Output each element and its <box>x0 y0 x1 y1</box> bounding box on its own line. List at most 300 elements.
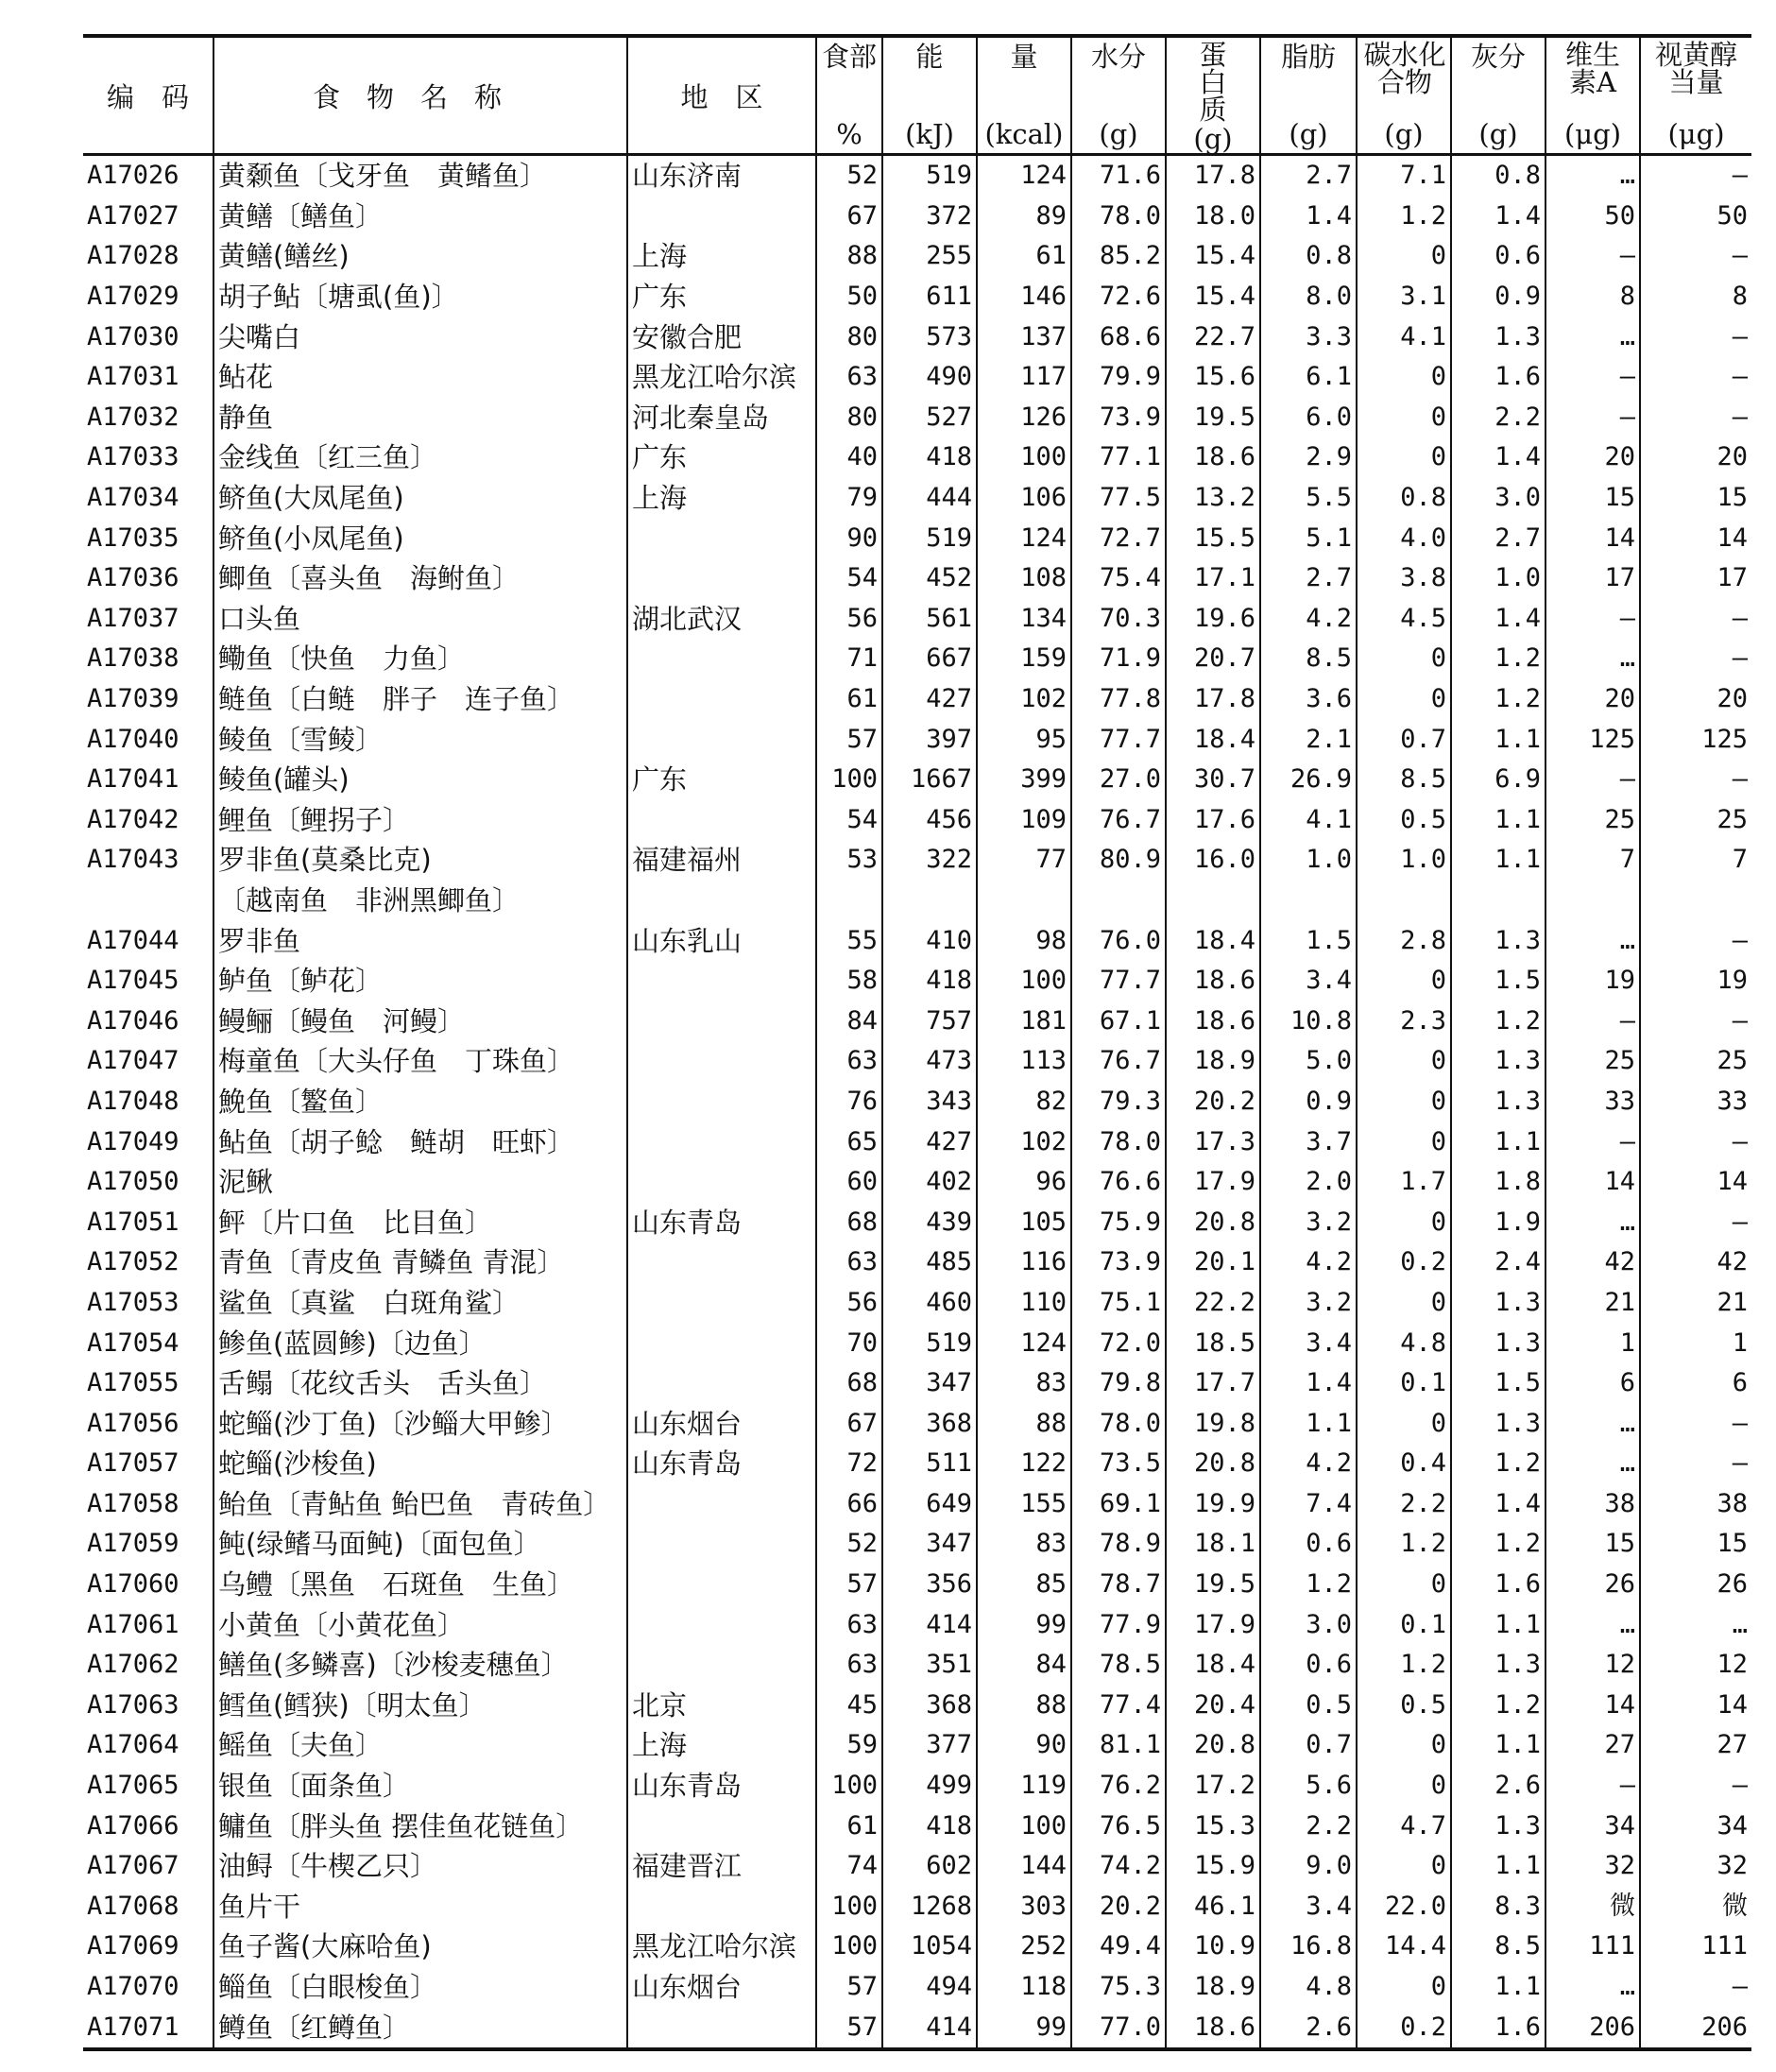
cell-fat: 2.1 <box>1260 719 1357 760</box>
cell-water: 67.1 <box>1071 1001 1166 1041</box>
cell-kcal: 98 <box>977 920 1071 961</box>
cell-carb: 0 <box>1357 1565 1451 1605</box>
cell-carb: 0 <box>1357 961 1451 1002</box>
cell-name: 舌鳎〔花纹舌头 舌头鱼〕 <box>213 1363 627 1404</box>
table-row <box>83 1202 1751 1242</box>
cell-carb: 0.1 <box>1357 1363 1451 1404</box>
cell-fat: 1.0 <box>1260 840 1357 881</box>
cell-kcal: 90 <box>977 1725 1071 1766</box>
cell-region <box>627 558 816 599</box>
cell-fat: 2.6 <box>1260 2007 1357 2049</box>
cell-ash: 1.1 <box>1451 1604 1545 1645</box>
cell-code: A17064 <box>87 1730 179 1760</box>
table-row <box>83 277 1751 317</box>
cell-fat: 6.0 <box>1260 398 1357 438</box>
cell-code: A17069 <box>87 1931 179 1961</box>
cell-kcal: 124 <box>977 518 1071 558</box>
cell-kcal: 303 <box>977 1887 1071 1927</box>
cell-name: 鳐鱼〔夫鱼〕 <box>213 1725 627 1766</box>
cell-water: 77.7 <box>1071 961 1166 1002</box>
cell-kj: 397 <box>882 719 977 760</box>
cell-protein: 18.5 <box>1166 1323 1260 1363</box>
cell-code: A17058 <box>87 1488 179 1518</box>
cell-name: 罗非鱼(莫桑比克) <box>213 840 627 881</box>
table-row <box>83 197 1751 237</box>
cell-kj: 511 <box>882 1444 977 1484</box>
cell-region <box>627 1162 816 1203</box>
cell-retinol: 15 <box>1640 1524 1751 1565</box>
cell-protein: 20.4 <box>1166 1686 1260 1726</box>
table-row <box>83 840 1751 881</box>
cell-name: 鲇鱼〔胡子鲶 鲢胡 旺虾〕 <box>213 1122 627 1162</box>
cell-edible: 63 <box>816 357 882 398</box>
table-row <box>83 1323 1751 1363</box>
cell-kcal: 124 <box>977 1323 1071 1363</box>
cell-protein: 19.5 <box>1166 1565 1260 1605</box>
cell-ash: 1.2 <box>1451 1001 1545 1041</box>
cell-fat: 2.9 <box>1260 437 1357 478</box>
cell-kj: 473 <box>882 1041 977 1082</box>
cell-carb <box>1357 881 1451 921</box>
header-edible: 食部 % <box>816 36 882 155</box>
cell-code: A17071 <box>87 2012 179 2042</box>
cell-vita: — <box>1545 760 1640 800</box>
cell-fat: 5.6 <box>1260 1766 1357 1807</box>
cell-region: 上海 <box>627 478 816 519</box>
cell-fat: 9.0 <box>1260 1846 1357 1887</box>
cell-kcal: 134 <box>977 599 1071 640</box>
cell-kcal: 100 <box>977 437 1071 478</box>
cell-ash: 1.3 <box>1451 1645 1545 1686</box>
cell-fat: 1.5 <box>1260 920 1357 961</box>
cell-region <box>627 1242 816 1283</box>
cell-kcal: 159 <box>977 639 1071 679</box>
cell-vita: — <box>1545 1001 1640 1041</box>
cell-kj: 347 <box>882 1363 977 1404</box>
cell-kcal: 61 <box>977 236 1071 277</box>
cell-name: 尖嘴白 <box>213 317 627 357</box>
cell-kcal: 95 <box>977 719 1071 760</box>
cell-ash: 0.9 <box>1451 277 1545 317</box>
cell-name: 青鱼〔青皮鱼 青鳞鱼 青混〕 <box>213 1242 627 1283</box>
cell-water: 85.2 <box>1071 236 1166 277</box>
cell-region: 山东济南 <box>627 155 816 197</box>
cell-name: 黄颡鱼〔戈牙鱼 黄鳍鱼〕 <box>213 155 627 197</box>
cell-code: A17036 <box>87 563 179 593</box>
cell-kcal: 102 <box>977 1122 1071 1162</box>
cell-kcal: 137 <box>977 317 1071 357</box>
table-row <box>83 679 1751 720</box>
cell-name: 鲢鱼〔白鲢 胖子 连子鱼〕 <box>213 679 627 720</box>
cell-name: 银鱼〔面条鱼〕 <box>213 1766 627 1807</box>
cell-region: 福建晋江 <box>627 1846 816 1887</box>
cell-carb: 0.5 <box>1357 800 1451 841</box>
cell-region: 黑龙江哈尔滨 <box>627 357 816 398</box>
cell-protein: 17.6 <box>1166 800 1260 841</box>
table-row <box>83 518 1751 558</box>
cell-code: A17043 <box>87 845 179 875</box>
cell-vita: 206 <box>1545 2007 1640 2049</box>
cell-kj: 602 <box>882 1846 977 1887</box>
table-row <box>83 1645 1751 1686</box>
table-row <box>83 599 1751 640</box>
cell-kcal: 96 <box>977 1162 1071 1203</box>
cell-water: 71.9 <box>1071 639 1166 679</box>
cell-edible: 68 <box>816 1202 882 1242</box>
cell-name: 乌鳢〔黑鱼 石斑鱼 生鱼〕 <box>213 1565 627 1605</box>
cell-kcal: 116 <box>977 1242 1071 1283</box>
cell-edible: 63 <box>816 1242 882 1283</box>
cell-region <box>627 1524 816 1565</box>
cell-water: 77.9 <box>1071 1604 1166 1645</box>
cell-kcal: 126 <box>977 398 1071 438</box>
cell-vita: 21 <box>1545 1283 1640 1324</box>
cell-name: 黄鳝(鳝丝) <box>213 236 627 277</box>
cell-edible: 50 <box>816 277 882 317</box>
cell-kj: 347 <box>882 1524 977 1565</box>
cell-edible: 63 <box>816 1645 882 1686</box>
cell-ash: 1.6 <box>1451 357 1545 398</box>
cell-kj: 561 <box>882 599 977 640</box>
cell-code: A17034 <box>87 483 179 513</box>
cell-water: 78.0 <box>1071 1122 1166 1162</box>
cell-kj: 351 <box>882 1645 977 1686</box>
cell-vita: 38 <box>1545 1484 1640 1525</box>
cell-kcal: 124 <box>977 155 1071 197</box>
cell-region: 山东乳山 <box>627 920 816 961</box>
cell-fat: 1.4 <box>1260 1363 1357 1404</box>
cell-protein: 20.8 <box>1166 1202 1260 1242</box>
header-name: 食物名称 <box>213 36 627 155</box>
cell-vita: 8 <box>1545 277 1640 317</box>
cell-vita: 6 <box>1545 1363 1640 1404</box>
header-fat: 脂肪 (g) <box>1260 36 1357 155</box>
cell-retinol: — <box>1640 1122 1751 1162</box>
cell-edible: 66 <box>816 1484 882 1525</box>
cell-water: 77.8 <box>1071 679 1166 720</box>
cell-region: 安徽合肥 <box>627 317 816 357</box>
cell-name: 鲇花 <box>213 357 627 398</box>
cell-retinol: 19 <box>1640 961 1751 1002</box>
cell-vita: 111 <box>1545 1926 1640 1967</box>
cell-vita: … <box>1545 1202 1640 1242</box>
cell-edible: 100 <box>816 760 882 800</box>
table-row <box>83 881 1751 921</box>
cell-water: 78.0 <box>1071 197 1166 237</box>
cell-protein: 18.6 <box>1166 1001 1260 1041</box>
cell-ash: 1.1 <box>1451 719 1545 760</box>
cell-protein: 19.9 <box>1166 1484 1260 1525</box>
cell-kj: 757 <box>882 1001 977 1041</box>
cell-water: 76.7 <box>1071 800 1166 841</box>
table-row <box>83 1967 1751 2008</box>
cell-vita: 26 <box>1545 1565 1640 1605</box>
cell-region <box>627 1645 816 1686</box>
cell-carb: 3.8 <box>1357 558 1451 599</box>
table-row <box>83 760 1751 800</box>
cell-fat: 4.2 <box>1260 599 1357 640</box>
cell-fat: 1.2 <box>1260 1565 1357 1605</box>
cell-retinol: — <box>1640 398 1751 438</box>
cell-ash: 1.5 <box>1451 1363 1545 1404</box>
cell-kj: 414 <box>882 2007 977 2049</box>
header-retinol-equivalent: 视黄醇当量 (μg) <box>1640 36 1751 155</box>
cell-region: 山东青岛 <box>627 1766 816 1807</box>
cell-ash: 1.8 <box>1451 1162 1545 1203</box>
cell-name: 口头鱼 <box>213 599 627 640</box>
cell-protein: 20.8 <box>1166 1444 1260 1484</box>
cell-region <box>627 2007 816 2049</box>
cell-edible: 60 <box>816 1162 882 1203</box>
cell-name: 鮸鱼〔鳘鱼〕 <box>213 1082 627 1122</box>
table-row <box>83 1686 1751 1726</box>
cell-water: 78.7 <box>1071 1565 1166 1605</box>
cell-name: 罗非鱼 <box>213 920 627 961</box>
cell-retinol: 42 <box>1640 1242 1751 1283</box>
cell-vita: — <box>1545 1122 1640 1162</box>
cell-protein: 18.1 <box>1166 1524 1260 1565</box>
cell-kj: 444 <box>882 478 977 519</box>
cell-code: A17033 <box>87 442 179 472</box>
cell-edible: 68 <box>816 1363 882 1404</box>
cell-carb: 0 <box>1357 1766 1451 1807</box>
cell-carb: 1.7 <box>1357 1162 1451 1203</box>
cell-edible: 55 <box>816 920 882 961</box>
cell-water: 78.9 <box>1071 1524 1166 1565</box>
cell-retinol: — <box>1640 236 1751 277</box>
cell-retinol: 8 <box>1640 277 1751 317</box>
cell-kcal: 99 <box>977 1604 1071 1645</box>
cell-region <box>627 639 816 679</box>
cell-protein: 13.2 <box>1166 478 1260 519</box>
cell-edible: 63 <box>816 1041 882 1082</box>
cell-name: 鲻鱼〔白眼梭鱼〕 <box>213 1967 627 2008</box>
cell-name: 小黄鱼〔小黄花鱼〕 <box>213 1604 627 1645</box>
table-row <box>83 1444 1751 1484</box>
cell-region: 山东烟台 <box>627 1967 816 2008</box>
cell-region <box>627 518 816 558</box>
cell-edible: 52 <box>816 155 882 197</box>
cell-name: 鲹鱼(蓝圆鲹)〔边鱼〕 <box>213 1323 627 1363</box>
cell-kj: 410 <box>882 920 977 961</box>
cell-protein: 17.2 <box>1166 1766 1260 1807</box>
cell-kcal: 83 <box>977 1363 1071 1404</box>
cell-protein: 18.4 <box>1166 719 1260 760</box>
cell-region: 广东 <box>627 437 816 478</box>
cell-retinol: — <box>1640 357 1751 398</box>
cell-carb: 0.1 <box>1357 1604 1451 1645</box>
cell-carb: 1.0 <box>1357 840 1451 881</box>
cell-kcal: 119 <box>977 1766 1071 1807</box>
cell-fat: 5.1 <box>1260 518 1357 558</box>
table-row <box>83 800 1751 841</box>
cell-vita: … <box>1545 1604 1640 1645</box>
cell-edible: 61 <box>816 679 882 720</box>
cell-name: 蛇鲻(沙丁鱼)〔沙鲻大甲鲹〕 <box>213 1403 627 1444</box>
cell-edible: 72 <box>816 1444 882 1484</box>
cell-protein: 15.5 <box>1166 518 1260 558</box>
cell-kcal: 155 <box>977 1484 1071 1525</box>
cell-kj: 439 <box>882 1202 977 1242</box>
cell-ash: 1.2 <box>1451 1524 1545 1565</box>
cell-fat: 0.9 <box>1260 1082 1357 1122</box>
cell-vita: — <box>1545 357 1640 398</box>
cell-protein: 18.6 <box>1166 437 1260 478</box>
cell-retinol: 33 <box>1640 1082 1751 1122</box>
cell-kcal: 399 <box>977 760 1071 800</box>
cell-protein: 18.6 <box>1166 961 1260 1002</box>
cell-region <box>627 679 816 720</box>
cell-edible: 59 <box>816 1725 882 1766</box>
cell-edible: 57 <box>816 2007 882 2049</box>
cell-edible: 65 <box>816 1122 882 1162</box>
table-row <box>83 1363 1751 1404</box>
cell-carb: 8.5 <box>1357 760 1451 800</box>
cell-vita: … <box>1545 1444 1640 1484</box>
cell-water: 76.0 <box>1071 920 1166 961</box>
cell-edible: 56 <box>816 599 882 640</box>
cell-ash: 1.4 <box>1451 599 1545 640</box>
cell-carb: 2.3 <box>1357 1001 1451 1041</box>
cell-ash: 1.3 <box>1451 317 1545 357</box>
cell-ash: 1.3 <box>1451 1283 1545 1324</box>
cell-kcal: 181 <box>977 1001 1071 1041</box>
header-carb: 碳水化合物 (g) <box>1357 36 1451 155</box>
cell-kcal: 106 <box>977 478 1071 519</box>
cell-water: 78.0 <box>1071 1403 1166 1444</box>
cell-protein: 15.3 <box>1166 1806 1260 1846</box>
cell-region <box>627 719 816 760</box>
cell-carb: 0 <box>1357 1122 1451 1162</box>
cell-edible: 100 <box>816 1926 882 1967</box>
cell-edible: 61 <box>816 1806 882 1846</box>
cell-region <box>627 1806 816 1846</box>
cell-name: 静鱼 <box>213 398 627 438</box>
cell-ash: 1.4 <box>1451 197 1545 237</box>
cell-kcal: 85 <box>977 1565 1071 1605</box>
cell-edible: 57 <box>816 1967 882 2008</box>
table-row <box>83 1122 1751 1162</box>
cell-kcal: 252 <box>977 1926 1071 1967</box>
cell-code: A17030 <box>87 321 179 351</box>
header-region: 地 区 <box>627 36 816 155</box>
table-row <box>83 1524 1751 1565</box>
header-protein: 蛋白质 (g) <box>1166 36 1260 155</box>
cell-ash: 1.1 <box>1451 1846 1545 1887</box>
cell-region: 上海 <box>627 236 816 277</box>
cell-vita <box>1545 881 1640 921</box>
cell-carb: 7.1 <box>1357 155 1451 197</box>
cell-fat: 2.7 <box>1260 155 1357 197</box>
cell-name: 鲮鱼〔雪鲮〕 <box>213 719 627 760</box>
cell-carb: 14.4 <box>1357 1926 1451 1967</box>
cell-code: A17039 <box>87 684 179 714</box>
cell-retinol: — <box>1640 1001 1751 1041</box>
cell-ash: 1.3 <box>1451 1806 1545 1846</box>
cell-kj: 611 <box>882 277 977 317</box>
cell-edible: 53 <box>816 840 882 881</box>
cell-ash: 2.2 <box>1451 398 1545 438</box>
cell-vita: 15 <box>1545 478 1640 519</box>
cell-protein: 15.9 <box>1166 1846 1260 1887</box>
cell-edible: 79 <box>816 478 882 519</box>
cell-water: 77.7 <box>1071 719 1166 760</box>
table-row <box>83 1926 1751 1967</box>
header-energy-kj: 能 (kJ) <box>882 36 977 155</box>
cell-name: 鲚鱼(小凤尾鱼) <box>213 518 627 558</box>
table-row <box>83 437 1751 478</box>
cell-water: 27.0 <box>1071 760 1166 800</box>
cell-name: 鲫鱼〔喜头鱼 海鲋鱼〕 <box>213 558 627 599</box>
table-row <box>83 357 1751 398</box>
cell-kcal: 118 <box>977 1967 1071 2008</box>
table-row <box>83 317 1751 357</box>
cell-name: 鲚鱼(大凤尾鱼) <box>213 478 627 519</box>
cell-fat: 1.1 <box>1260 1403 1357 1444</box>
cell-water: 69.1 <box>1071 1484 1166 1525</box>
cell-region: 山东烟台 <box>627 1403 816 1444</box>
cell-protein: 19.5 <box>1166 398 1260 438</box>
cell-name: 金线鱼〔红三鱼〕 <box>213 437 627 478</box>
cell-ash: 6.9 <box>1451 760 1545 800</box>
cell-kcal <box>977 881 1071 921</box>
cell-name: 泥鳅 <box>213 1162 627 1203</box>
cell-retinol: 38 <box>1640 1484 1751 1525</box>
cell-edible: 63 <box>816 1604 882 1645</box>
cell-vita: — <box>1545 236 1640 277</box>
cell-ash: 1.1 <box>1451 840 1545 881</box>
cell-ash: 1.9 <box>1451 1202 1545 1242</box>
cell-vita: 20 <box>1545 679 1640 720</box>
cell-kcal: 84 <box>977 1645 1071 1686</box>
cell-retinol: 206 <box>1640 2007 1751 2049</box>
cell-name: 鲐鱼〔青鲇鱼 鲐巴鱼 青砖鱼〕 <box>213 1484 627 1525</box>
cell-water: 20.2 <box>1071 1887 1166 1927</box>
cell-carb: 0 <box>1357 1082 1451 1122</box>
cell-region: 广东 <box>627 760 816 800</box>
cell-ash: 8.5 <box>1451 1926 1545 1967</box>
cell-carb: 0.8 <box>1357 478 1451 519</box>
cell-code: A17047 <box>87 1046 179 1076</box>
cell-kj: 460 <box>882 1283 977 1324</box>
table-row <box>83 1082 1751 1122</box>
cell-protein: 16.0 <box>1166 840 1260 881</box>
table-row <box>83 1283 1751 1324</box>
cell-water: 76.7 <box>1071 1041 1166 1082</box>
cell-ash: 1.2 <box>1451 679 1545 720</box>
cell-protein: 15.6 <box>1166 357 1260 398</box>
cell-fat: 3.2 <box>1260 1283 1357 1324</box>
cell-region: 河北秦皇岛 <box>627 398 816 438</box>
cell-retinol: 14 <box>1640 518 1751 558</box>
cell-code: A17035 <box>87 522 179 553</box>
cell-fat: 8.5 <box>1260 639 1357 679</box>
table-row <box>83 639 1751 679</box>
cell-kj: 418 <box>882 437 977 478</box>
cell-protein: 17.9 <box>1166 1162 1260 1203</box>
cell-kj: 368 <box>882 1686 977 1726</box>
cell-kj: 402 <box>882 1162 977 1203</box>
cell-kj <box>882 881 977 921</box>
cell-protein: 17.8 <box>1166 679 1260 720</box>
table-row <box>83 2007 1751 2049</box>
cell-retinol: 17 <box>1640 558 1751 599</box>
cell-ash: 1.4 <box>1451 1484 1545 1525</box>
cell-retinol: 25 <box>1640 800 1751 841</box>
cell-water: 75.4 <box>1071 558 1166 599</box>
cell-protein: 18.9 <box>1166 1041 1260 1082</box>
cell-vita: 32 <box>1545 1846 1640 1887</box>
